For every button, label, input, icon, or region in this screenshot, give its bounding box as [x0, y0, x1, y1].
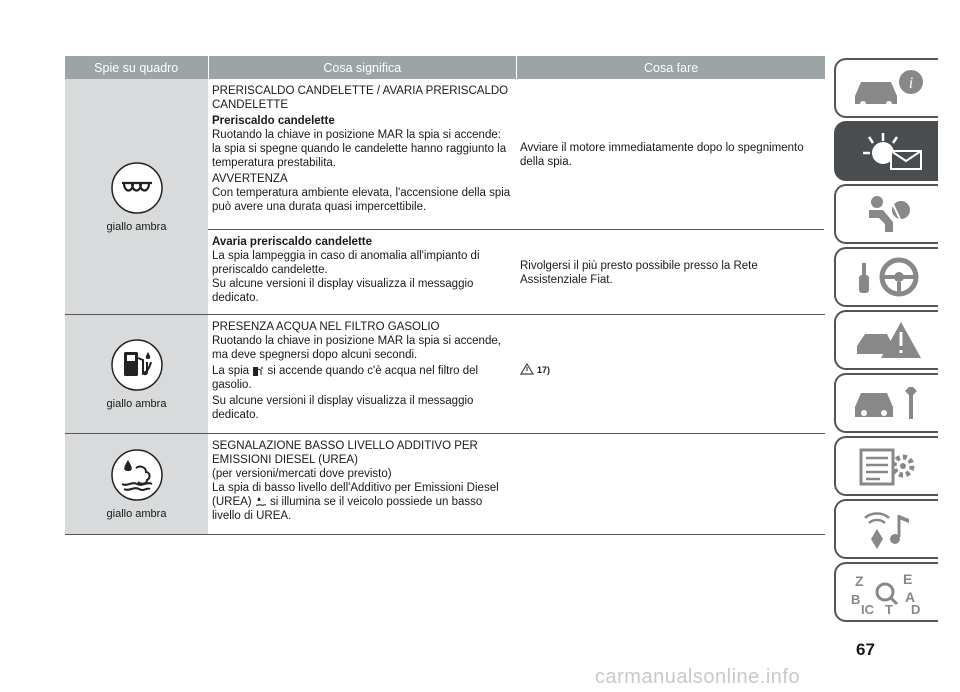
- light-cell: [65, 434, 208, 534]
- tab-technical-data[interactable]: [834, 436, 938, 496]
- header-col-action: Cosa fare: [516, 56, 825, 79]
- meaning-cell: [208, 79, 516, 229]
- header-col-meaning: Cosa significa: [208, 56, 515, 79]
- light-description: Ruotando la chiave in posizione MAR la spia si accende: la spia si spegne quando le candelette hanno raggiunto la temperatura prestabilita.: [212, 129, 507, 169]
- inline-text-before: La spia di basso livello dell'Additivo per Emissioni Diesel (UREA): [212, 482, 499, 508]
- emergency-triangle-icon: [847, 318, 927, 362]
- svg-text:Z: Z: [855, 573, 864, 589]
- meaning-cell: [208, 230, 516, 314]
- action-reference: 17): [537, 365, 551, 375]
- car-info-icon: [847, 66, 927, 110]
- svg-text:T: T: [885, 602, 893, 614]
- action-cell: [516, 434, 824, 534]
- watermark: carmanualsonline.info: [595, 666, 801, 688]
- svg-text:i: i: [908, 75, 914, 92]
- tab-knowing-car[interactable]: [834, 58, 938, 118]
- tab-emergency[interactable]: [834, 310, 938, 370]
- airbag-seat-icon: [847, 192, 927, 236]
- tab-multimedia[interactable]: [834, 499, 938, 559]
- light-description-extra: Su alcune versioni il display visualizza il messaggio dedicato.: [212, 395, 474, 421]
- light-description-inline: [212, 481, 512, 523]
- car-wrench-icon: [847, 381, 927, 425]
- tab-starting-driving[interactable]: [834, 247, 938, 307]
- svg-text:D: D: [911, 602, 921, 614]
- tab-index[interactable]: [834, 562, 938, 622]
- light-title: SEGNALAZIONE BASSO LIVELLO ADDITIVO PER EMISSIONI DIESEL (UREA): [212, 440, 478, 466]
- light-cell: [65, 79, 208, 314]
- action-cell: [516, 79, 824, 229]
- action-text: Avviare il motore immediatamente dopo lo spegnimento della spia.: [520, 141, 804, 168]
- light-description: La spia lampeggia in caso di anomalia all'impianto di preriscaldo candelette.: [212, 250, 480, 276]
- tab-safety[interactable]: [834, 184, 938, 244]
- inline-text-before: La spia: [212, 365, 250, 377]
- light-subtitle: Preriscaldo candelette: [212, 115, 335, 127]
- meaning-cell: [208, 434, 516, 534]
- chapter-tabs: [834, 58, 938, 625]
- key-wheel-icon: [847, 255, 927, 299]
- action-cell: [516, 315, 824, 433]
- urea-level-icon: [255, 496, 267, 508]
- light-color-label: giallo ambra: [106, 398, 167, 410]
- light-cell: [65, 315, 208, 433]
- tab-dashboard[interactable]: [834, 121, 938, 181]
- light-title: PRESENZA ACQUA NEL FILTRO GASOLIO: [212, 321, 440, 333]
- action-text: Rivolgersi il più presto possibile presso la Rete Assistenziale Fiat.: [520, 259, 758, 286]
- tab-maintenance[interactable]: [834, 373, 938, 433]
- inline-text-after: si accende quando c'è acqua nel filtro del gasolio.: [212, 365, 479, 391]
- light-title: PRERISCALDO CANDELETTE / AVARIA PRERISCALDO CANDELETTE: [212, 85, 509, 111]
- glow-plug-icon: [110, 161, 164, 215]
- table-header: [65, 56, 825, 79]
- light-note: (per versioni/mercati dove previsto): [212, 468, 392, 480]
- table-row: [65, 79, 825, 315]
- light-description-extra: Su alcune versioni il display visualizza il messaggio dedicato.: [212, 278, 474, 304]
- light-subtitle: Avaria preriscaldo candelette: [212, 236, 373, 248]
- svg-text:E: E: [903, 571, 913, 587]
- light-description-inline: [212, 364, 512, 392]
- multimedia-icon: [847, 507, 927, 551]
- water-in-fuel-icon: [252, 365, 264, 377]
- table-row: [65, 434, 825, 535]
- svg-text:B: B: [851, 592, 861, 607]
- action-cell: [516, 230, 824, 314]
- light-color-label: giallo ambra: [106, 508, 167, 520]
- water-in-fuel-icon: [110, 338, 164, 392]
- svg-text:A: A: [905, 589, 916, 605]
- table-row: [65, 315, 825, 434]
- inline-text-after: si illumina se il veicolo possiede un basso livello di UREA.: [212, 496, 483, 522]
- urea-level-icon: [110, 448, 164, 502]
- warning-text: Con temperatura ambiente elevata, l'accensione della spia può avere una durata quasi impercettibile.: [212, 187, 511, 213]
- header-col-lights: Spie su quadro: [94, 60, 179, 75]
- warning-triangle-icon: [520, 363, 534, 375]
- alphabet-index-icon: [847, 570, 927, 614]
- meaning-cell: [208, 315, 516, 433]
- light-description: Ruotando la chiave in posizione MAR la spia si accende, ma deve spegnersi dopo alcuni secondi.: [212, 335, 501, 361]
- page-number: 67: [856, 640, 875, 659]
- list-gear-icon: [847, 444, 927, 488]
- light-color-label: giallo ambra: [106, 220, 167, 233]
- warning-lights-table: [65, 56, 825, 535]
- warning-title: AVVERTENZA: [212, 173, 288, 185]
- svg-text:IC: IC: [861, 602, 874, 614]
- warning-lights-message-icon: [847, 129, 927, 173]
